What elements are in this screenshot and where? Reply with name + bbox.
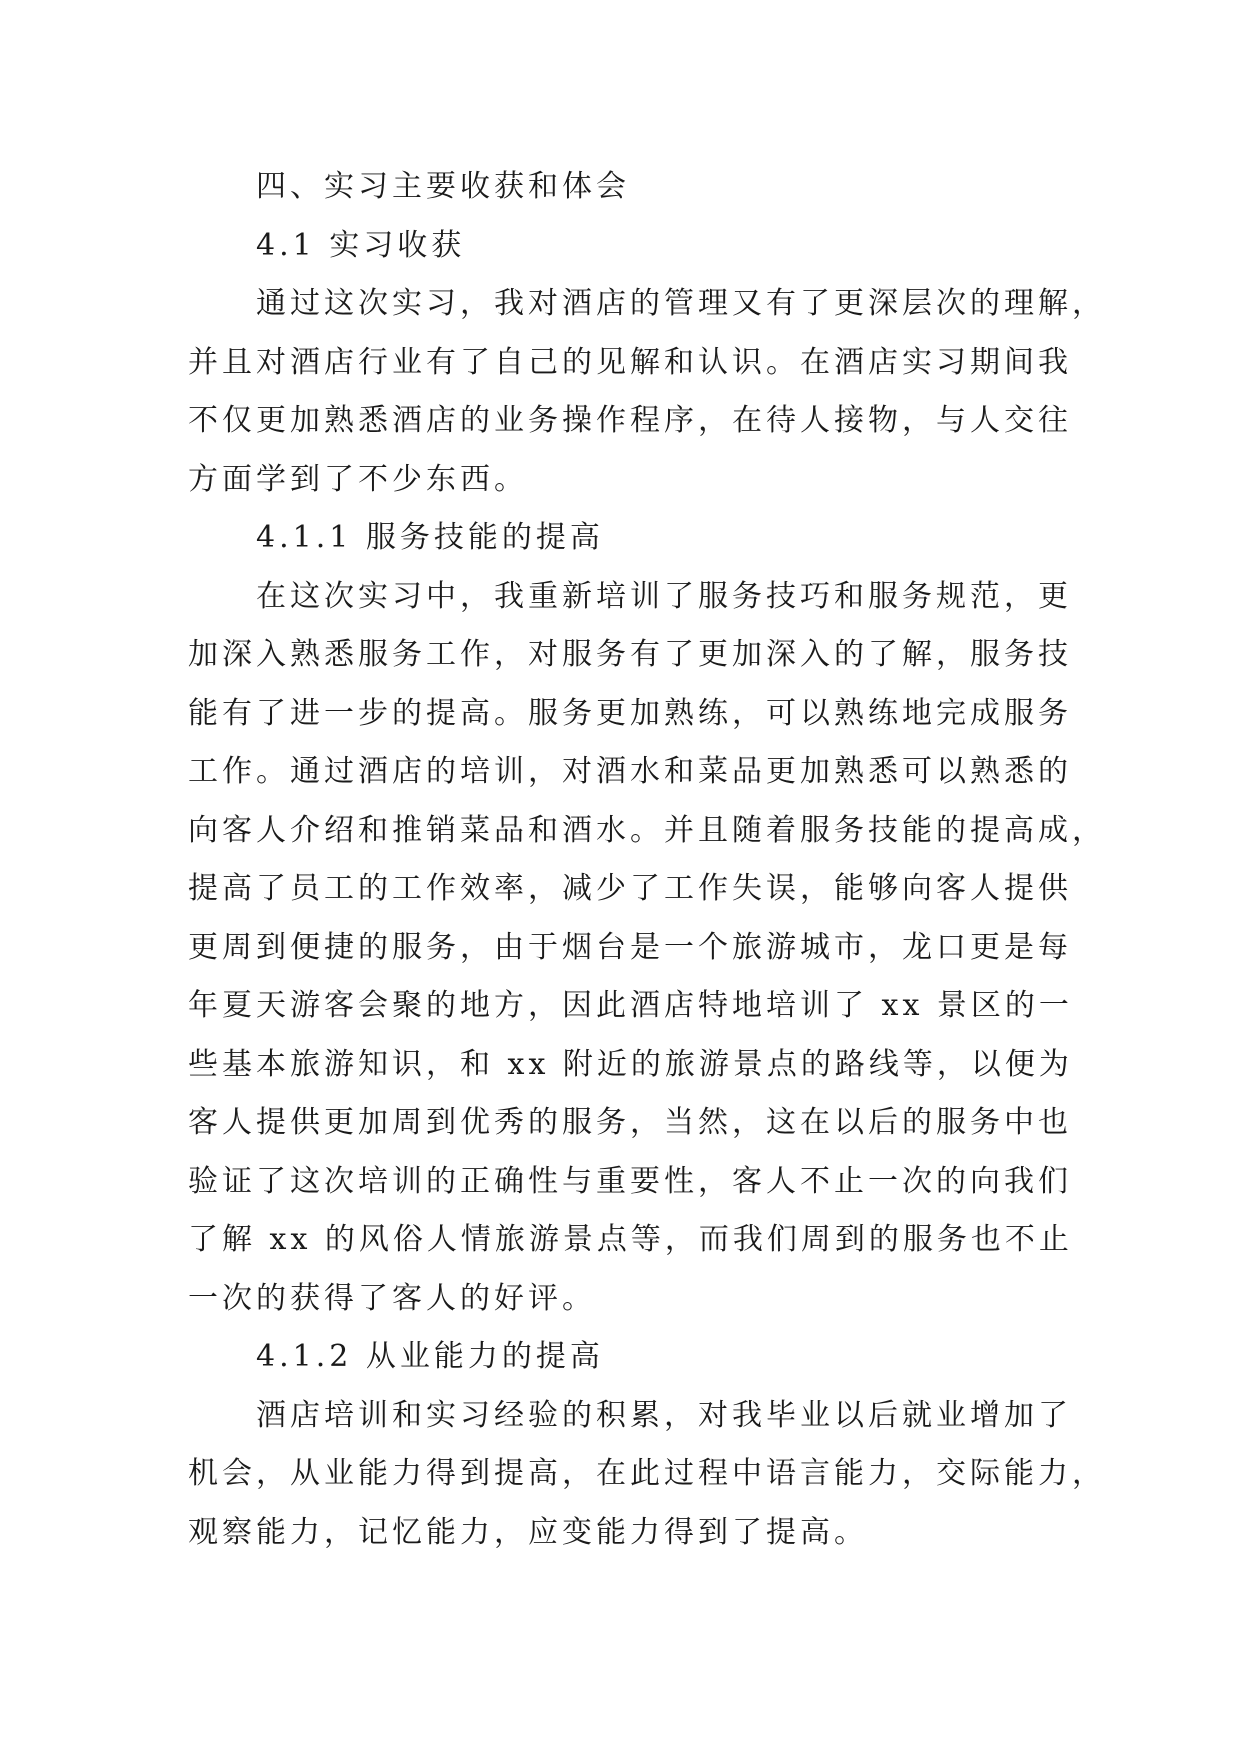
paragraph-line: 客人提供更加周到优秀的服务，当然，这在以后的服务中也 — [188, 1105, 1072, 1140]
paragraph-line: 些基本旅游知识，和 xx 附近的旅游景点的路线等，以便为 — [188, 1046, 1073, 1082]
document-page — [188, 158, 1106, 1562]
paragraph-line: 机会，从业能力得到提高，在此过程中语言能力，交际能力， — [188, 1456, 1106, 1491]
paragraph-line: 不仅更加熟悉酒店的业务操作程序，在待人接物，与人交往 — [188, 403, 1072, 438]
paragraph-line: 年夏天游客会聚的地方，因此酒店特地培训了 xx 景区的一 — [188, 988, 1073, 1023]
intro-paragraph — [188, 275, 1106, 509]
paragraph-line: 酒店培训和实习经验的积累，对我毕业以后就业增加了 — [256, 1397, 1072, 1433]
paragraph-line: 了解 xx 的风俗人情旅游景点等，而我们周到的服务也不止 — [188, 1222, 1073, 1257]
paragraph-line: 方面学到了不少东西。 — [188, 461, 528, 497]
paragraph-line: 工作。通过酒店的培训，对酒水和菜品更加熟悉可以熟悉的 — [188, 754, 1072, 789]
paragraph-4-1-1 — [188, 568, 1106, 1329]
paragraph-line: 向客人介绍和推销菜品和酒水。并且随着服务技能的提高成， — [188, 812, 1106, 848]
paragraph-line: 更周到便捷的服务，由于烟台是一个旅游城市，龙口更是每 — [188, 929, 1072, 965]
paragraph-line: 通过这次实习，我对酒店的管理又有了更深层次的理解， — [256, 286, 1106, 321]
paragraph-line: 能有了进一步的提高。服务更加熟练，可以熟练地完成服务 — [188, 695, 1072, 731]
paragraph-line: 观察能力，记忆能力，应变能力得到了提高。 — [188, 1514, 868, 1550]
paragraph-line: 验证了这次培训的正确性与重要性，客人不止一次的向我们 — [188, 1163, 1072, 1199]
paragraph-line: 并且对酒店行业有了自己的见解和认识。在酒店实习期间我 — [188, 344, 1072, 380]
paragraph-line: 一次的获得了客人的好评。 — [188, 1280, 596, 1316]
paragraph-line: 在这次实习中，我重新培训了服务技巧和服务规范，更 — [256, 578, 1072, 614]
paragraph-line: 提高了员工的工作效率，减少了工作失误，能够向客人提供 — [188, 871, 1072, 906]
heading-4-1-2: 4.1.2 从业能力的提高 — [256, 1339, 604, 1374]
paragraph-4-1-2 — [188, 1387, 1106, 1563]
paragraph-line: 加深入熟悉服务工作，对服务有了更加深入的了解，服务技 — [188, 637, 1072, 672]
subsection-heading: 4.1 实习收获 — [256, 227, 466, 263]
section-heading: 四、实习主要收获和体会 — [256, 169, 630, 204]
heading-4-1-1: 4.1.1 服务技能的提高 — [256, 520, 604, 555]
